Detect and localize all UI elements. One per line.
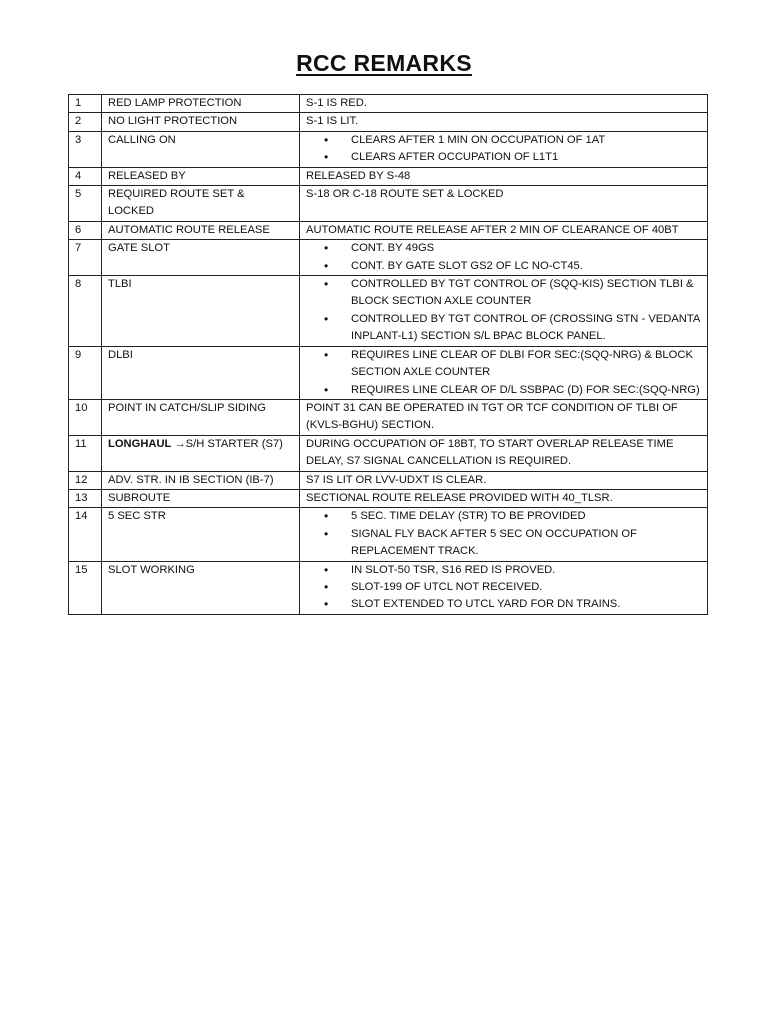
remark-bullet: • SIGNAL FLY BACK AFTER 5 SEC ON OCCUPATION OF REPLACEMENT TRACK. [306,526,701,561]
row-remark: AUTOMATIC ROUTE RELEASE AFTER 2 MIN OF CLEARANCE OF 40BT [300,221,708,239]
remark-bullet: • CONTROLLED BY TGT CONTROL OF (CROSSING STN - VEDANTA INPLANT-L1) SECTION S/L BPAC BLOCK PANEL. [306,311,701,346]
remark-bullet: • SLOT-199 OF UTCL NOT RECEIVED. [306,579,701,596]
row-remark [300,346,708,399]
remark-bullet: • CONT. BY 49GS [306,240,701,257]
row-number: 13 [69,489,102,507]
row-remark: RELEASED BY S-48 [300,167,708,185]
row-remark: S-18 OR C-18 ROUTE SET & LOCKED [300,186,708,222]
row-number: 11 [69,435,102,471]
row-number: 5 [69,186,102,222]
row-number: 14 [69,508,102,561]
row-number: 1 [69,95,102,113]
row-remark [300,508,708,561]
page-title: RCC REMARKS [296,50,472,76]
remark-bullet-list [306,508,701,560]
table-row [69,221,708,239]
row-item: REQUIRED ROUTE SET & LOCKED [102,186,300,222]
row-number: 4 [69,167,102,185]
row-item: 5 SEC STR [102,508,300,561]
row-remark [300,276,708,347]
table-row [69,471,708,489]
row-item: NO LIGHT PROTECTION [102,113,300,131]
remark-bullet: • REQUIRES LINE CLEAR OF DLBI FOR SEC:(SQQ-NRG) & BLOCK SECTION AXLE COUNTER [306,347,701,382]
row-number: 6 [69,221,102,239]
row-item: RELEASED BY [102,167,300,185]
table-row [69,346,708,399]
row-item: DLBI [102,346,300,399]
row-number: 2 [69,113,102,131]
remark-bullet-list [306,276,701,346]
row-number: 3 [69,131,102,167]
row-item: POINT IN CATCH/SLIP SIDING [102,399,300,435]
remark-bullet-list [306,562,701,614]
table-row [69,167,708,185]
row-item-rest: →S/H STARTER (S7) [171,437,283,450]
row-item-bold: LONGHAUL [108,437,172,450]
table-row [69,95,708,113]
row-remark [300,131,708,167]
row-remark: POINT 31 CAN BE OPERATED IN TGT OR TCF CONDITION OF TLBI OF (KVLS-BGHU) SECTION. [300,399,708,435]
row-item [102,435,300,471]
row-remark: S-1 IS RED. [300,95,708,113]
row-number: 12 [69,471,102,489]
remarks-table [68,94,708,615]
remark-bullet: • IN SLOT-50 TSR, S16 RED IS PROVED. [306,562,701,579]
row-number: 15 [69,561,102,614]
table-row [69,186,708,222]
table-row [69,561,708,614]
row-number: 9 [69,346,102,399]
row-remark: S7 IS LIT OR LVV-UDXT IS CLEAR. [300,471,708,489]
row-item: GATE SLOT [102,240,300,276]
row-item: CALLING ON [102,131,300,167]
table-row [69,399,708,435]
row-item: RED LAMP PROTECTION [102,95,300,113]
remark-bullet: • CONT. BY GATE SLOT GS2 OF LC NO-CT45. [306,258,701,275]
row-number: 10 [69,399,102,435]
table-row [69,113,708,131]
remark-bullet-list [306,347,701,399]
row-remark: SECTIONAL ROUTE RELEASE PROVIDED WITH 40_TLSR. [300,489,708,507]
row-number: 8 [69,276,102,347]
table-row [69,240,708,276]
remark-bullet-list [306,132,701,167]
row-remark: S-1 IS LIT. [300,113,708,131]
remark-bullet: • REQUIRES LINE CLEAR OF D/L SSBPAC (D) FOR SEC:(SQQ-NRG) [306,382,701,399]
row-number: 7 [69,240,102,276]
row-item: ADV. STR. IN IB SECTION (IB-7) [102,471,300,489]
row-item: SUBROUTE [102,489,300,507]
remark-bullet: • CLEARS AFTER 1 MIN ON OCCUPATION OF 1AT [306,132,701,149]
row-remark [300,561,708,614]
table-row [69,131,708,167]
table-row [69,489,708,507]
row-item: TLBI [102,276,300,347]
row-item: SLOT WORKING [102,561,300,614]
remark-bullet-list [306,240,701,275]
table-row [69,508,708,561]
row-remark: DURING OCCUPATION OF 18BT, TO START OVERLAP RELEASE TIME DELAY, S7 SIGNAL CANCELLATION IS REQUIRED. [300,435,708,471]
remark-bullet: • 5 SEC. TIME DELAY (STR) TO BE PROVIDED [306,508,701,525]
remark-bullet: • CONTROLLED BY TGT CONTROL OF (SQQ-KIS) SECTION TLBI & BLOCK SECTION AXLE COUNTER [306,276,701,311]
remark-bullet: • SLOT EXTENDED TO UTCL YARD FOR DN TRAINS. [306,596,701,613]
remark-bullet: • CLEARS AFTER OCCUPATION OF L1T1 [306,149,701,166]
row-item: AUTOMATIC ROUTE RELEASE [102,221,300,239]
table-row [69,276,708,347]
table-row [69,435,708,471]
row-remark [300,240,708,276]
